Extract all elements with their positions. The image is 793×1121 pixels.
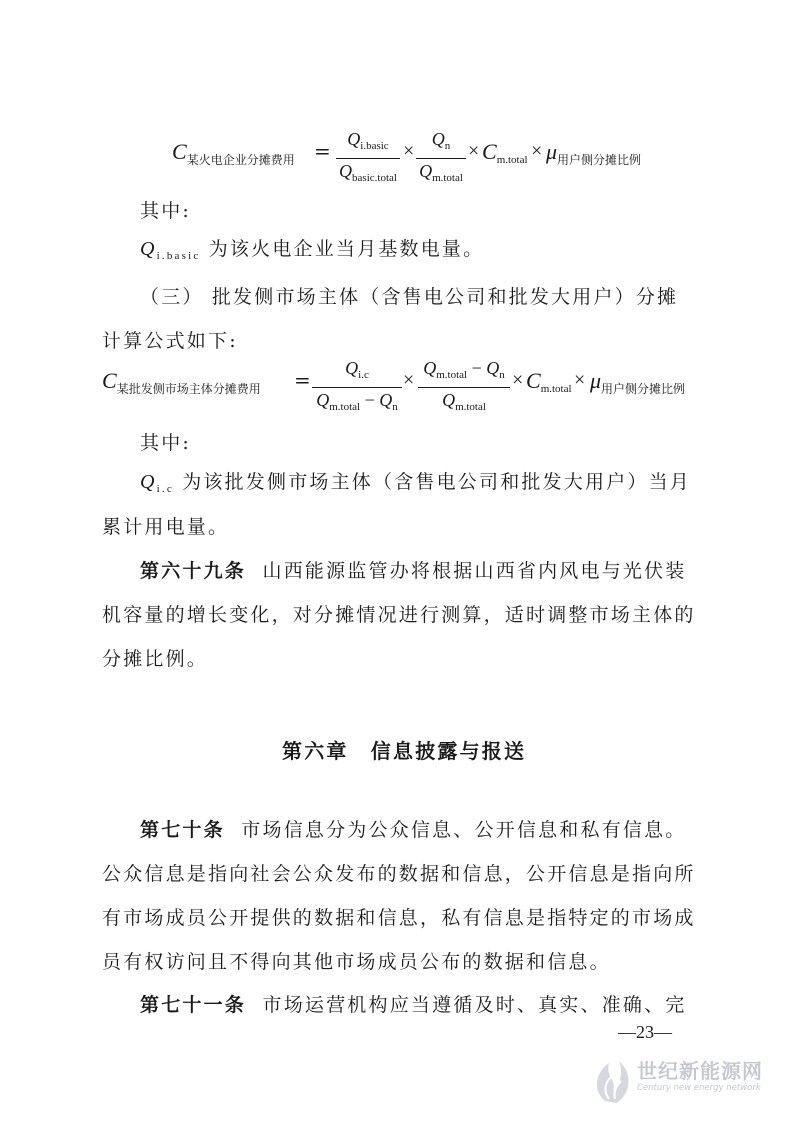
watermark-tagline: Century new energy network (637, 1083, 761, 1093)
article-71: 第七十一条 市场运营机构应当遵循及时、真实、准确、完 (140, 994, 687, 1016)
formula1-mu: $\mu_{用户侧分摊比例}$ (546, 139, 642, 167)
equals-sign: = (314, 139, 331, 163)
watermark-logo (583, 1041, 783, 1111)
article-69-label: 第六十九条 (140, 560, 247, 582)
times-sign: × (512, 369, 524, 391)
article-70-line3: 有市场成员公开提供的数据和信息，私有信息是指特定的市场成 (102, 907, 696, 929)
chapter-heading: 第六章 信息披露与报送 (282, 739, 527, 763)
article-69-line3: 分摊比例。 (102, 648, 209, 670)
where-label-2: 其中: (140, 432, 192, 454)
formula2-lhs: $C_{某批发侧市场主体分摊费用}$ (102, 368, 261, 396)
section-3-line2: 计算公式如下: (102, 330, 238, 352)
times-sign: × (574, 369, 586, 391)
article-70-line2: 公众信息是指向社会公众发布的数据和信息，公开信息是指向所 (102, 863, 696, 885)
section-3-heading: （三） 批发侧市场主体（含售电公司和批发大用户）分摊 (140, 286, 679, 308)
fraction-qbasic: $Q_{i.basic}$ $Q_{basic.total}$ (336, 128, 400, 189)
fraction-qn: $Q_n$ $Q_{m.total}$ (416, 128, 466, 189)
formula1-c-total: $C_{m.total}$ (482, 139, 528, 166)
equals-sign: = (294, 368, 311, 392)
times-sign: × (468, 140, 480, 162)
times-sign: × (403, 369, 415, 391)
where-label-1: 其中: (140, 200, 192, 222)
formula1-lhs: $C_{某火电企业分摊费用}$ (172, 139, 295, 167)
times-sign: × (531, 140, 543, 162)
article-71-label: 第七十一条 (140, 994, 247, 1016)
article-70: 第七十条 市场信息分为公众信息、公开信息和私有信息。 (140, 819, 687, 841)
qic-definition-line2: 累计用电量。 (102, 516, 230, 538)
article-69: 第六十九条 山西能源监管办将根据山西省内风电与光伏装 (140, 560, 687, 582)
qic-definition: $Q_{i.c}$ 为该批发侧市场主体（含售电公司和批发大用户）当月 (140, 471, 692, 495)
fraction-qic: $Q_{i.c}$ $Q_{m.total} - Q_n$ (312, 357, 402, 418)
watermark-name: 世纪新能源网 (637, 1059, 763, 1083)
times-sign: × (403, 140, 415, 162)
fraction-qtotal-minus-qn: $Q_{m.total} - Q_n$ $Q_{m.total}$ (418, 357, 510, 418)
qbasic-definition: $Q_{i.basic}$ 为该火电企业当月基数电量。 (140, 238, 485, 262)
article-70-line4: 员有权访问且不得向其他市场成员公布的数据和信息。 (102, 951, 611, 973)
article-70-label: 第七十条 (140, 819, 225, 841)
page-number: —23— (618, 1022, 672, 1042)
article-69-line2: 机容量的增长变化，对分摊情况进行测算，适时调整市场主体的 (102, 604, 696, 626)
formula2-c-total: $C_{m.total}$ (526, 368, 572, 395)
formula2-mu: $\mu_{用户侧分摊比例}$ (590, 368, 686, 396)
